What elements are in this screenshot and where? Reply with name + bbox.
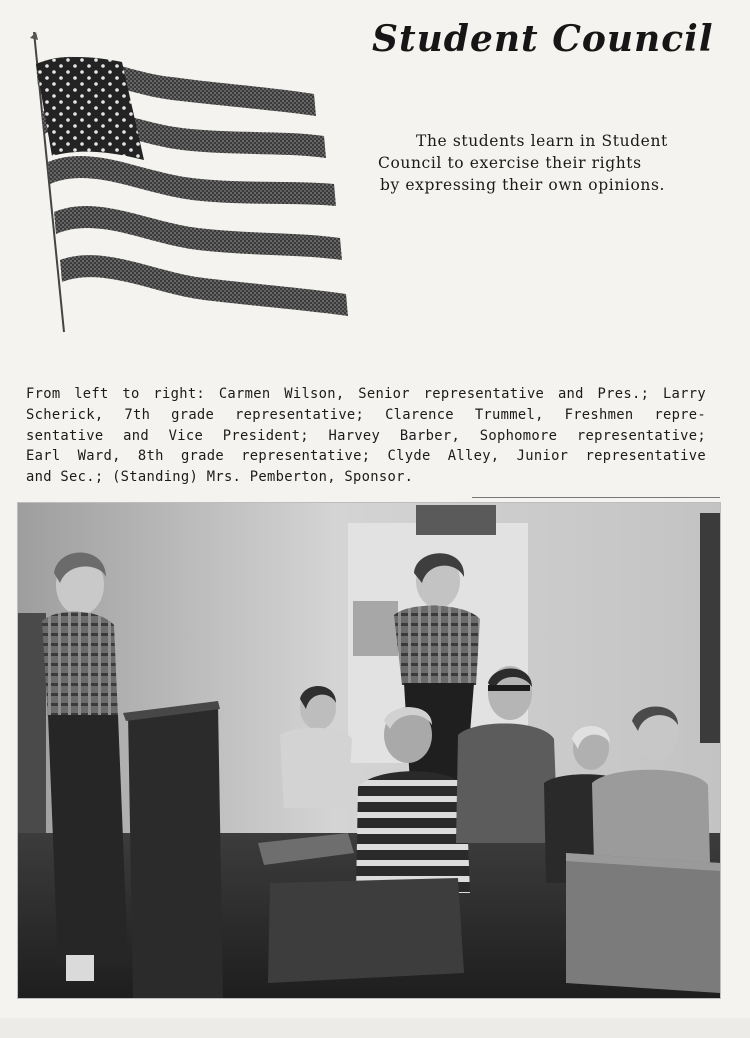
page-title: Student Council <box>372 18 714 60</box>
page-margin <box>0 1018 750 1038</box>
intro-line: The students learn in Student <box>416 132 668 150</box>
caption-line: From left to right: Carmen Wilson, Senior representative and Pres.; Larry <box>26 386 706 402</box>
caption-line: Scherick, 7th grade representative; Clarence Trummel, Freshmen repre- <box>26 406 706 423</box>
caption-line: sentative and Vice President; Harvey Barber, Sophomore representative; <box>26 427 706 444</box>
caption-line: Earl Ward, 8th grade representative; Clyde Alley, Junior representative <box>26 448 706 465</box>
caption-line: and Sec.; (Standing) Mrs. Pemberton, Sponsor. <box>26 469 414 486</box>
divider <box>472 497 720 498</box>
intro-text <box>378 130 698 196</box>
intro-line: by expressing their own opinions. <box>380 176 666 194</box>
intro-line: Council to exercise their rights <box>378 154 642 172</box>
photo-caption <box>26 384 706 488</box>
american-flag-icon <box>22 32 352 337</box>
group-photo <box>18 503 720 998</box>
